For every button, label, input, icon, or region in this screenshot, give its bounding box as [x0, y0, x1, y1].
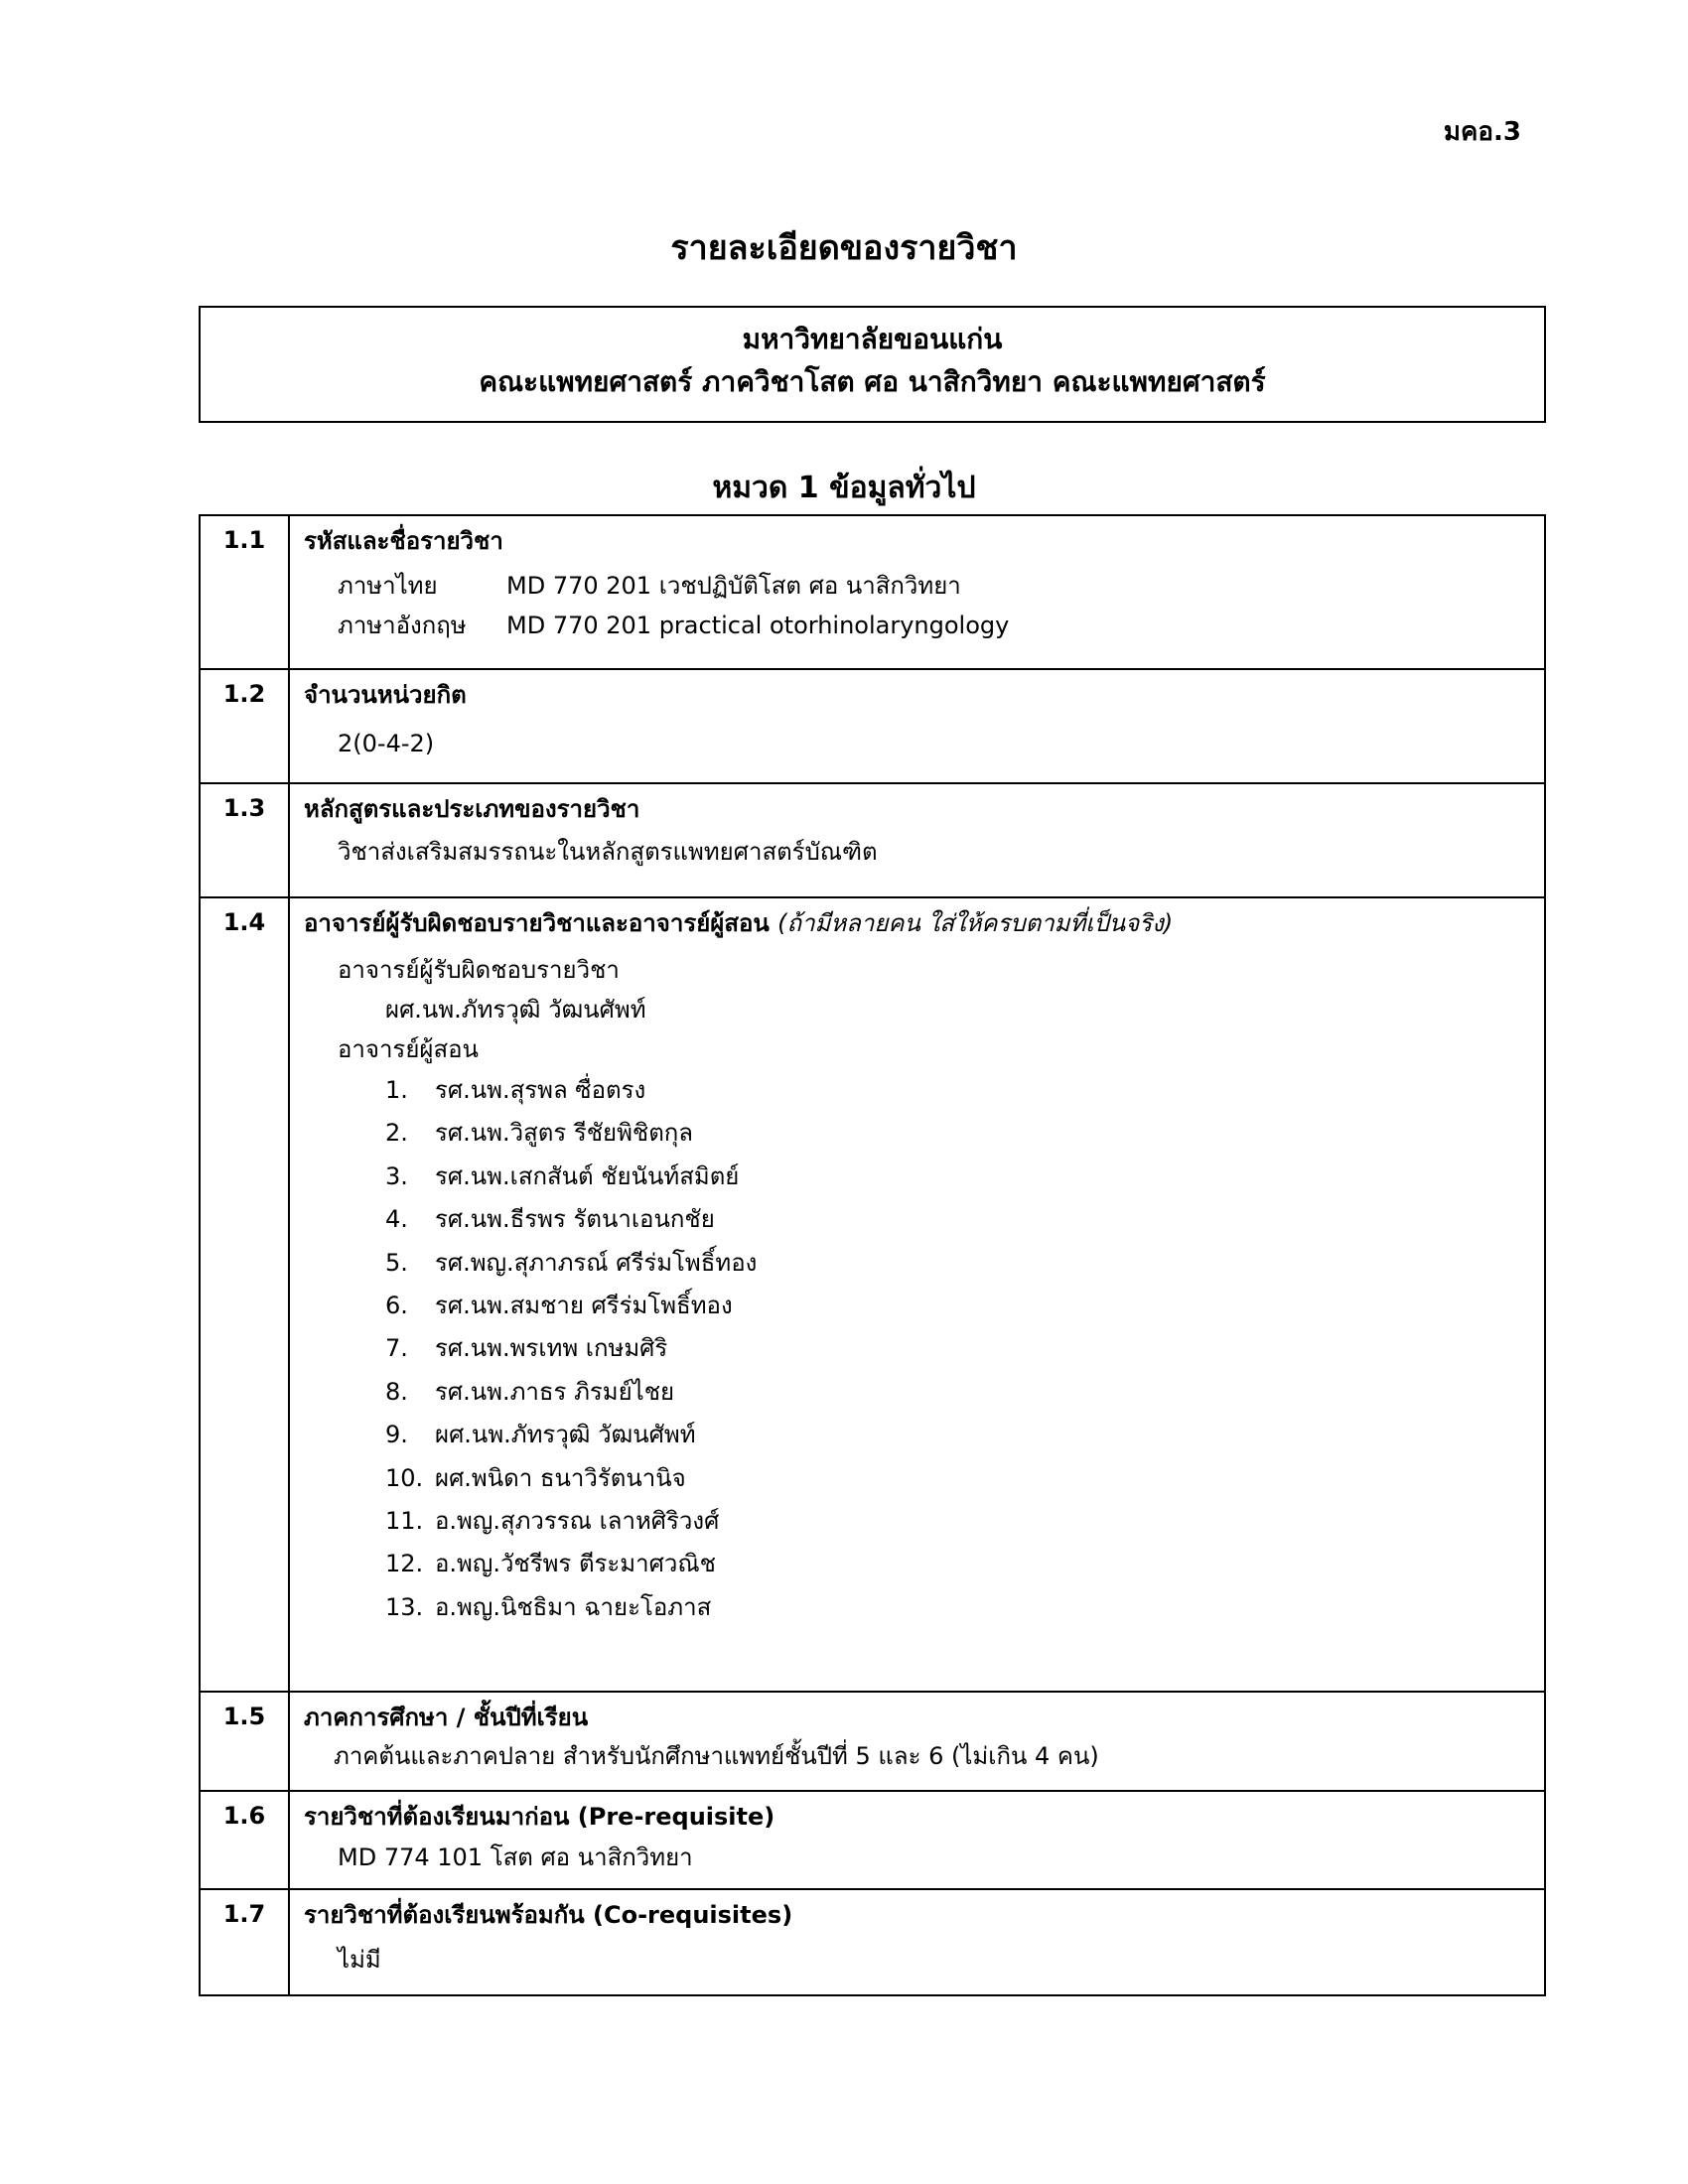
teacher-number: 6. [385, 1292, 408, 1320]
row-number: 1.4 [200, 897, 289, 1692]
teacher-item [385, 1198, 1544, 1241]
teacher-number: 10. [385, 1463, 424, 1492]
teacher-name: ผศ.พนิดา ธนาวิรัตนานิจ [435, 1463, 686, 1492]
teacher-name: รศ.นพ.วิสูตร รีชัยพิชิตกุล [435, 1119, 694, 1148]
general-info-table [199, 514, 1546, 1996]
responsible-label: อาจารย์ผู้รับผิดชอบรายวิชา [338, 956, 620, 984]
row-heading: รหัสและชื่อรายวิชา [304, 527, 503, 555]
teacher-item [385, 1414, 1544, 1456]
row-content [289, 1889, 1545, 1995]
row-content [289, 1791, 1545, 1889]
teacher-name: รศ.นพ.เสกสันต์ ชัยนันท์สมิตย์ [435, 1161, 740, 1190]
teacher-item [385, 1500, 1544, 1543]
row-content [289, 1692, 1545, 1791]
teacher-item [385, 1156, 1544, 1198]
teacher-name: รศ.นพ.ธีรพร รัตนาเอนกชัย [435, 1205, 715, 1234]
row-number: 1.7 [200, 1889, 289, 1995]
teacher-item [385, 1285, 1544, 1327]
row-number: 1.5 [200, 1692, 289, 1791]
row-1-7 [200, 1889, 1545, 1995]
teacher-item [385, 1457, 1544, 1500]
faculty-line: คณะแพทยศาสตร์ ภาควิชาโสต ศอ นาสิกวิทยา คณะแพทยศาสตร์ [479, 365, 1266, 398]
credits-value: 2(0-4-2) [338, 730, 435, 757]
english-course-name: MD 770 201 practical otorhinolaryngology [506, 612, 1010, 639]
row-1-2 [200, 669, 1545, 783]
row-1-6 [200, 1791, 1545, 1889]
curriculum-value: วิชาส่งเสริมสมรรถนะในหลักสูตรแพทยศาสตร์บัณฑิต [338, 838, 878, 866]
teacher-item [385, 1586, 1544, 1629]
form-code: มคอ.3 [1443, 117, 1521, 147]
english-name-row [338, 606, 1544, 645]
institution-box [199, 306, 1546, 423]
teacher-item [385, 1543, 1544, 1585]
teacher-number: 1. [385, 1076, 408, 1104]
teacher-number: 4. [385, 1205, 408, 1234]
teacher-number: 5. [385, 1248, 408, 1277]
teacher-number: 11. [385, 1507, 424, 1536]
row-content [289, 515, 1545, 669]
teacher-item [385, 1327, 1544, 1370]
row-heading: รายวิชาที่ต้องเรียนมาก่อน (Pre-requisite) [304, 1803, 775, 1831]
row-number: 1.1 [200, 515, 289, 669]
teacher-item [385, 1371, 1544, 1414]
teacher-number: 9. [385, 1421, 408, 1449]
row-1-3 [200, 783, 1545, 897]
teachers-label: อาจารย์ผู้สอน [338, 1035, 479, 1063]
row-heading [290, 898, 1544, 940]
thai-name-row [338, 566, 1544, 606]
teacher-name: อ.พญ.สุภวรรณ เลาหศิริวงศ์ [435, 1507, 720, 1536]
row-1-5 [200, 1692, 1545, 1791]
teacher-number: 7. [385, 1334, 408, 1363]
teacher-item [385, 1242, 1544, 1285]
heading-text: อาจารย์ผู้รับผิดชอบรายวิชาและอาจารย์ผู้สอน [304, 909, 770, 937]
prerequisite-value: MD 774 101 โสต ศอ นาสิกวิทยา [338, 1843, 693, 1871]
row-1-1 [200, 515, 1545, 669]
university-name: มหาวิทยาลัยขอนแก่น [742, 323, 1003, 355]
row-heading: ภาคการศึกษา / ชั้นปีที่เรียน [304, 1704, 589, 1731]
document-title: รายละเอียดของรายวิชา [670, 228, 1018, 268]
teacher-number: 3. [385, 1161, 408, 1190]
heading-note: (ถ้ามีหลายคน ใส่ให้ครบตามที่เป็นจริง) [777, 909, 1174, 937]
teacher-name: อ.พญ.วัชรีพร ตีระมาศวณิช [435, 1550, 716, 1578]
english-label: ภาษาอังกฤษ [338, 612, 467, 639]
teacher-name: รศ.นพ.สมชาย ศรีร่มโพธิ์ทอง [435, 1292, 733, 1320]
row-number: 1.6 [200, 1791, 289, 1889]
row-content [289, 669, 1545, 783]
thai-course-name: MD 770 201 เวชปฏิบัติโสต ศอ นาสิกวิทยา [506, 572, 961, 600]
teacher-name: ผศ.นพ.ภัทรวุฒิ วัฒนศัพท์ [435, 1421, 696, 1449]
thai-label: ภาษาไทย [338, 572, 438, 600]
section-title: หมวด 1 ข้อมูลทั่วไป [712, 471, 976, 505]
teacher-name: รศ.นพ.สุรพล ซื่อตรง [435, 1076, 646, 1104]
row-content [289, 897, 1545, 1692]
row-1-4 [200, 897, 1545, 1692]
teacher-name: รศ.นพ.พรเทพ เกษมศิริ [435, 1334, 668, 1363]
teacher-number: 2. [385, 1119, 408, 1148]
row-number: 1.2 [200, 669, 289, 783]
corequisite-value: ไม่มี [338, 1946, 381, 1974]
teacher-item [385, 1069, 1544, 1112]
teacher-number: 13. [385, 1592, 424, 1621]
responsible-name: ผศ.นพ.ภัทรวุฒิ วัฒนศัพท์ [385, 996, 646, 1024]
row-number: 1.3 [200, 783, 289, 897]
teacher-number: 8. [385, 1377, 408, 1406]
teacher-item [385, 1112, 1544, 1155]
teacher-name: อ.พญ.นิชธิมา ฉายะโอภาส [435, 1592, 712, 1621]
teacher-number: 12. [385, 1550, 424, 1578]
semester-value: ภาคต้นและภาคปลาย สำหรับนักศึกษาแพทย์ชั้นปีที่ 5 และ 6 (ไม่เกิน 4 คน) [334, 1742, 1099, 1770]
teacher-name: รศ.พญ.สุภาภรณ์ ศรีร่มโพธิ์ทอง [435, 1248, 758, 1277]
teacher-list [338, 1069, 1544, 1629]
row-heading: รายวิชาที่ต้องเรียนพร้อมกัน (Co-requisites) [304, 1901, 793, 1929]
row-heading: จำนวนหน่วยกิต [304, 681, 467, 709]
row-content [289, 783, 1545, 897]
teacher-name: รศ.นพ.ภาธร ภิรมย์ไชย [435, 1377, 675, 1406]
row-heading: หลักสูตรและประเภทของรายวิชา [304, 795, 640, 823]
